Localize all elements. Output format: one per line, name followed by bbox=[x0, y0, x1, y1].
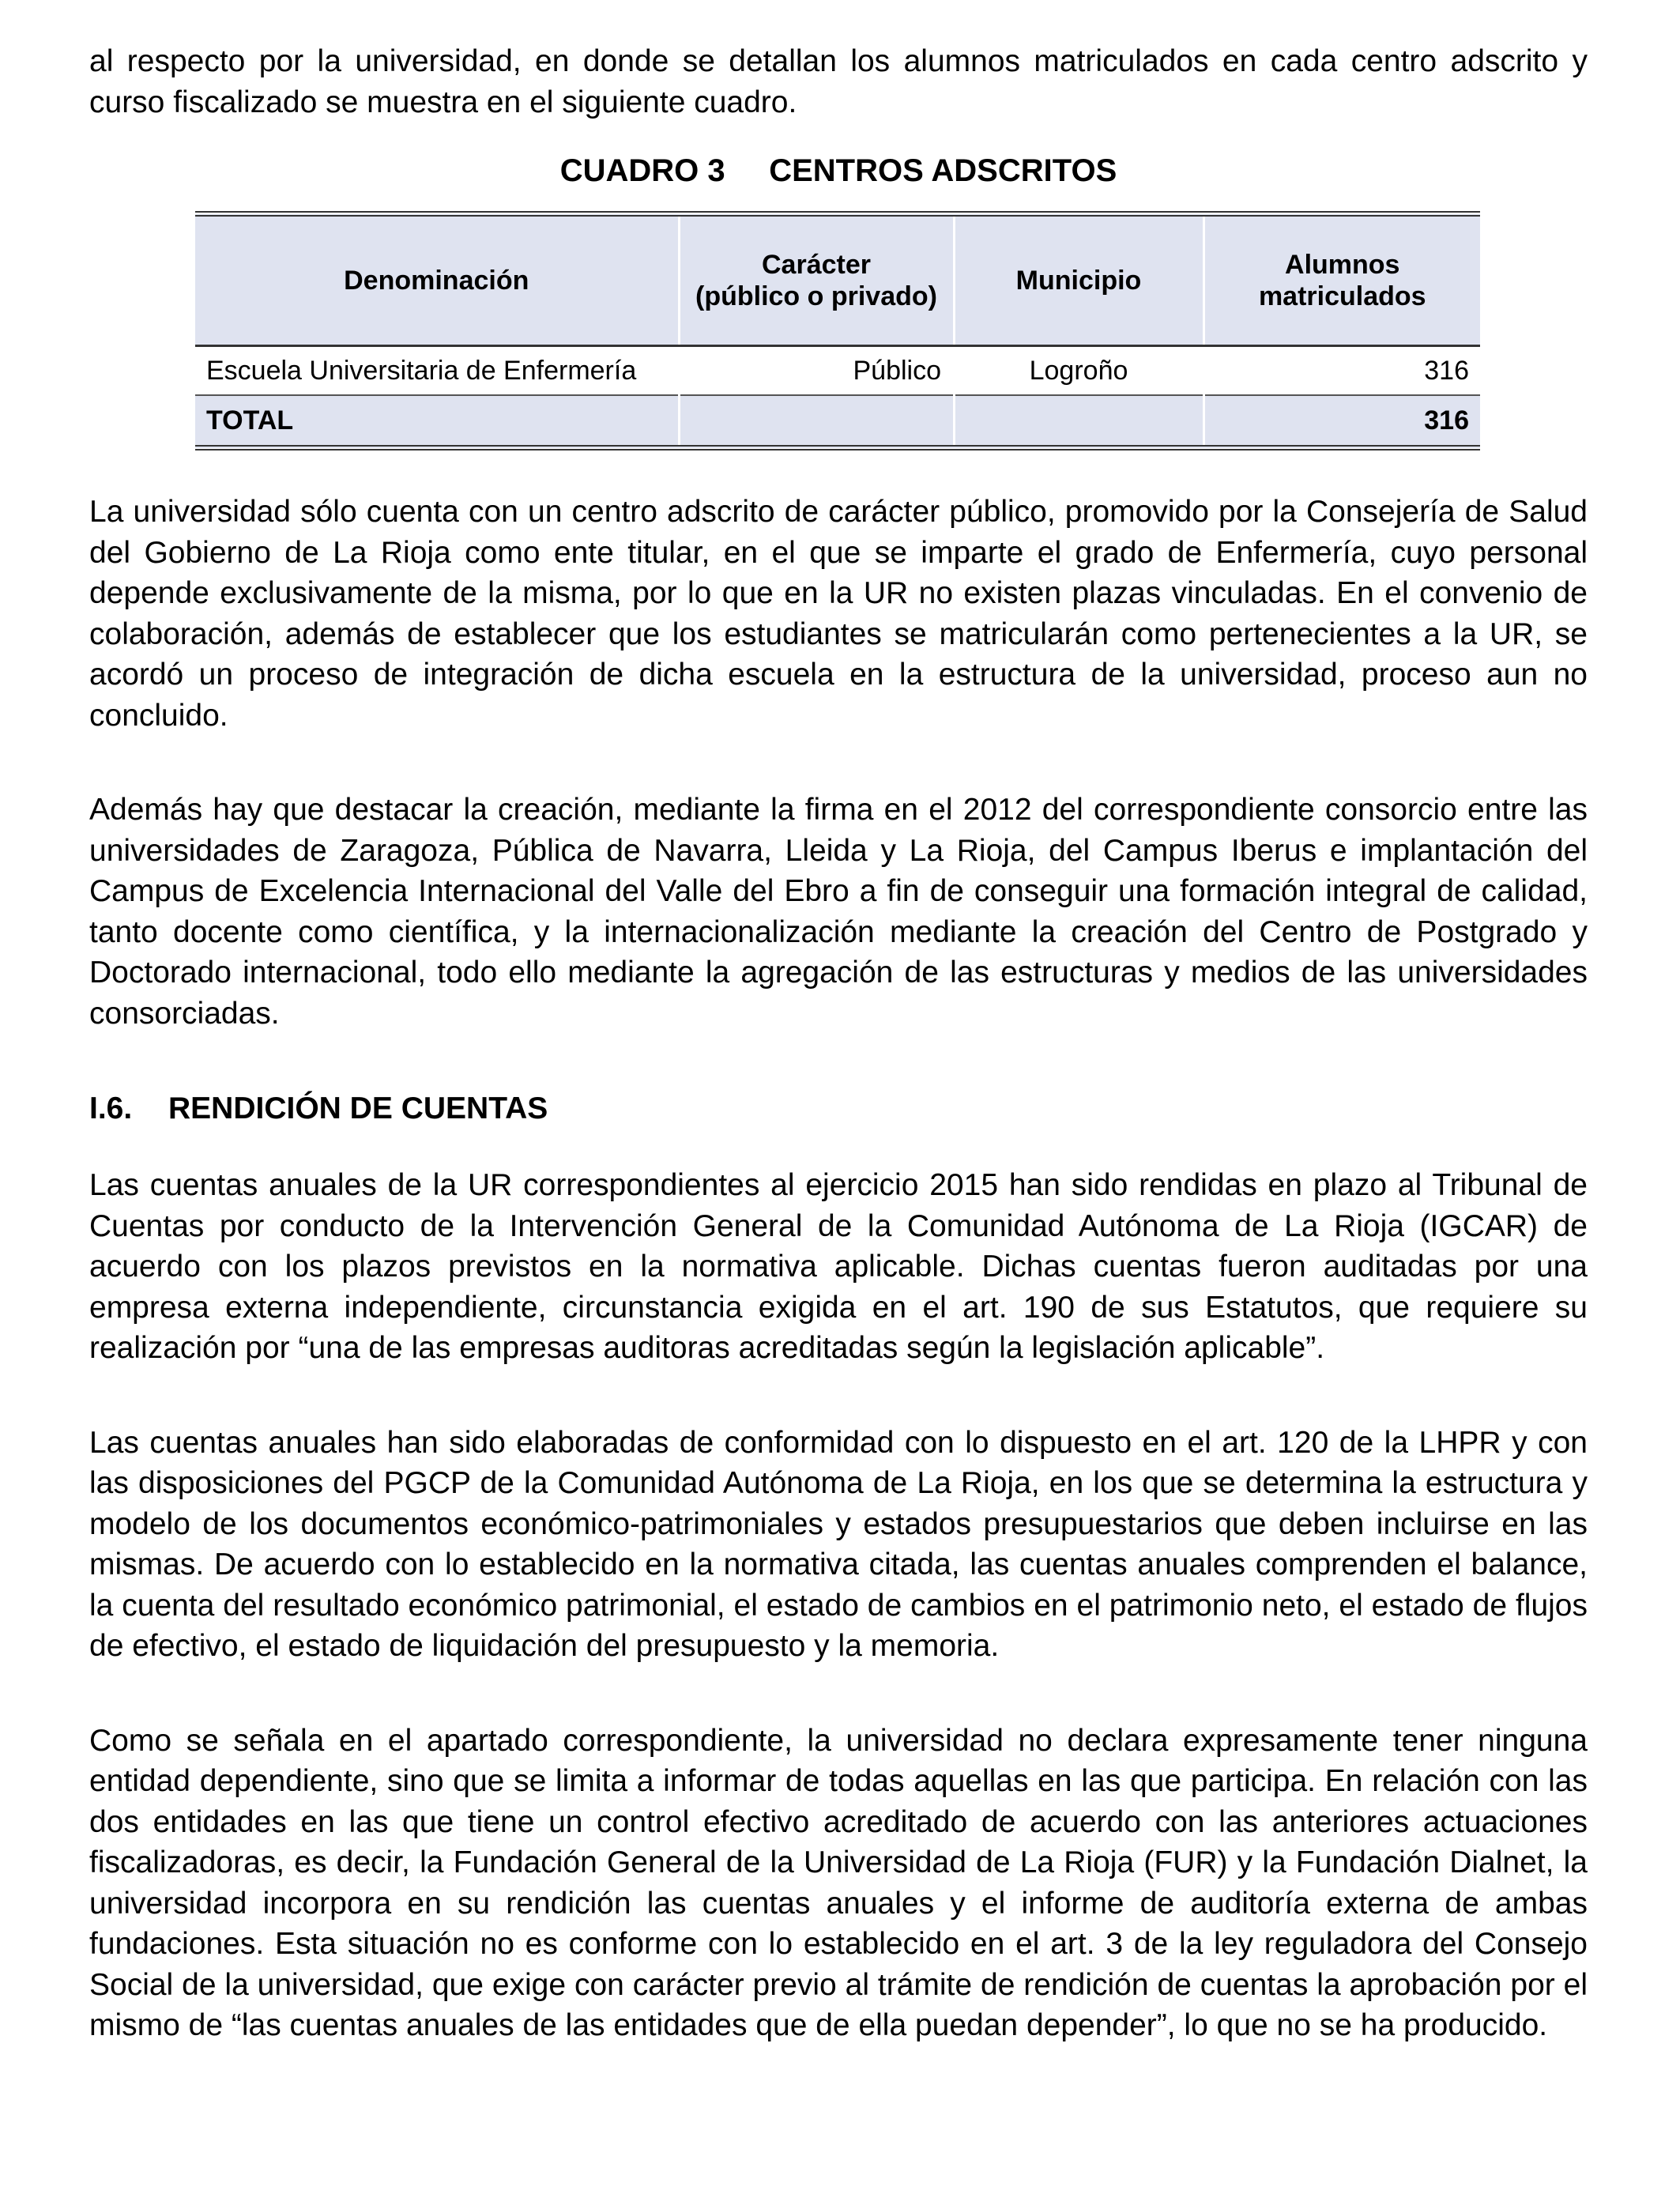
header-alumnos-line1: Alumnos bbox=[1285, 250, 1400, 280]
paragraph-intro: al respecto por la universidad, en donde se detallan los alumnos matriculados en cada centro adscrito y curso fiscalizado se muestra en el siguiente cuadro. bbox=[89, 44, 1588, 119]
section-number: I.6. bbox=[89, 1091, 133, 1125]
paragraph-centro-adscrito: La universidad sólo cuenta con un centro adscrito de carácter público, promovido por la Consejería de Salud del Gobierno de La Rioja como ente titular, en el que se imparte el grado de Enfermería, cuyo personal depende exclusivamente de la misma, por lo que en la UR no existen plazas vinculadas. En el convenio de colaboración, además de establecer que los estudiantes se matricularán como pertenecientes a la UR, se acordó un proceso de integración de dicha escuela en la estructura de la universidad, proceso aun no concluido. bbox=[89, 495, 1588, 733]
cell-denominacion: Escuela Universitaria de Enfermería bbox=[195, 346, 679, 396]
cell-municipio: Logroño bbox=[954, 346, 1203, 396]
header-denominacion bbox=[195, 214, 679, 346]
header-municipio-label: Municipio bbox=[1015, 266, 1142, 296]
paragraph-cuentas-elaboradas: Las cuentas anuales han sido elaboradas de conformidad con lo dispuesto en el art. 120 de la LHPR y con las disposiciones del PGCP de la Comunidad Autónoma de La Rioja, en los que se determina la estructura y modelo de los documentos económico-patrimoniales y estados presupuestarios que deben incluirse en las mismas. De acuerdo con lo establecido en la normativa citada, las cuentas anuales comprenden el balance, la cuenta del resultado económico patrimonial, el estado de cambios en el patrimonio neto, el estado de flujos de efectivo, el estado de liquidación del presupuesto y la memoria. bbox=[89, 1425, 1588, 1663]
paragraph-campus-iberus: Además hay que destacar la creación, mediante la firma en el 2012 del correspondiente consorcio entre las universidades de Zaragoza, Pública de Navarra, Lleida y La Rioja, del Campus Iberus e implantación del Campus de Excelencia Internacional del Valle del Ebro a fin de conseguir una formación integral de calidad, tanto docente como científica, y la internacionalización mediante la creación del Centro de Postgrado y Doctorado internacional, todo ello mediante la agregación de las estructuras y medios de las universidades consorciadas. bbox=[89, 793, 1588, 1031]
table-title: CUADRO 3 CENTROS ADSCRITOS bbox=[559, 153, 1117, 188]
total-empty-caracter bbox=[679, 395, 954, 448]
paragraph-entidades-dependientes: Como se señala en el apartado correspondiente, la universidad no declara expresamente tener ninguna entidad dependiente, sino que se limita a informar de todas aquellas en las que participa. En relación con las dos entidades en las que tiene un control efectivo acreditado de acuerdo con las anteriores actuaciones fiscalizadoras, es decir, la Fundación General de la Universidad de La Rioja (FUR) y la Fundación Dialnet, la universidad incorpora en su rendición las cuentas anuales y el informe de auditoría externa de ambas fundaciones. Esta situación no es conforme con lo establecido en el art. 3 de la ley reguladora del Consejo Social de la universidad, que exige con carácter previo al trámite de rendición de cuentas la aprobación por el mismo de “las cuentas anuales de las entidades que de ella puedan depender”, lo que no se ha producido. bbox=[89, 1723, 1588, 2042]
header-caracter-line2: (público o privado) bbox=[695, 281, 937, 311]
paragraph-cuentas-rendidas: Las cuentas anuales de la UR correspondientes al ejercicio 2015 han sido rendidas en plazo al Tribunal de Cuentas por conducto de la Intervención General de la Comunidad Autónoma de La Rioja (IGCAR) de acuerdo con los plazos previstos en la normativa aplicable. Dichas cuentas fueron auditadas por una empresa externa independiente, circunstancia exigida en el art. 190 de sus Estatutos, que requiere su realización por “una de las empresas auditoras acreditadas según la legislación aplicable”. bbox=[89, 1168, 1588, 1365]
header-alumnos bbox=[1203, 214, 1480, 346]
header-alumnos-line2: matriculados bbox=[1258, 281, 1426, 311]
table-header-row bbox=[195, 214, 1480, 346]
table-total-row bbox=[195, 395, 1480, 448]
header-denominacion-label: Denominación bbox=[344, 266, 529, 296]
cell-caracter: Público bbox=[679, 346, 954, 396]
header-caracter-line1: Carácter bbox=[762, 250, 871, 280]
section-title: RENDICIÓN DE CUENTAS bbox=[168, 1091, 548, 1125]
section-heading bbox=[89, 1088, 1588, 1130]
total-label: TOTAL bbox=[195, 395, 679, 448]
header-municipio bbox=[954, 214, 1203, 346]
centros-adscritos-table bbox=[195, 211, 1480, 450]
document-page bbox=[89, 41, 1588, 2100]
table-row bbox=[195, 346, 1480, 396]
total-empty-municipio bbox=[954, 395, 1203, 448]
total-alumnos: 316 bbox=[1203, 395, 1480, 448]
cell-alumnos: 316 bbox=[1203, 346, 1480, 396]
header-caracter bbox=[679, 214, 954, 346]
